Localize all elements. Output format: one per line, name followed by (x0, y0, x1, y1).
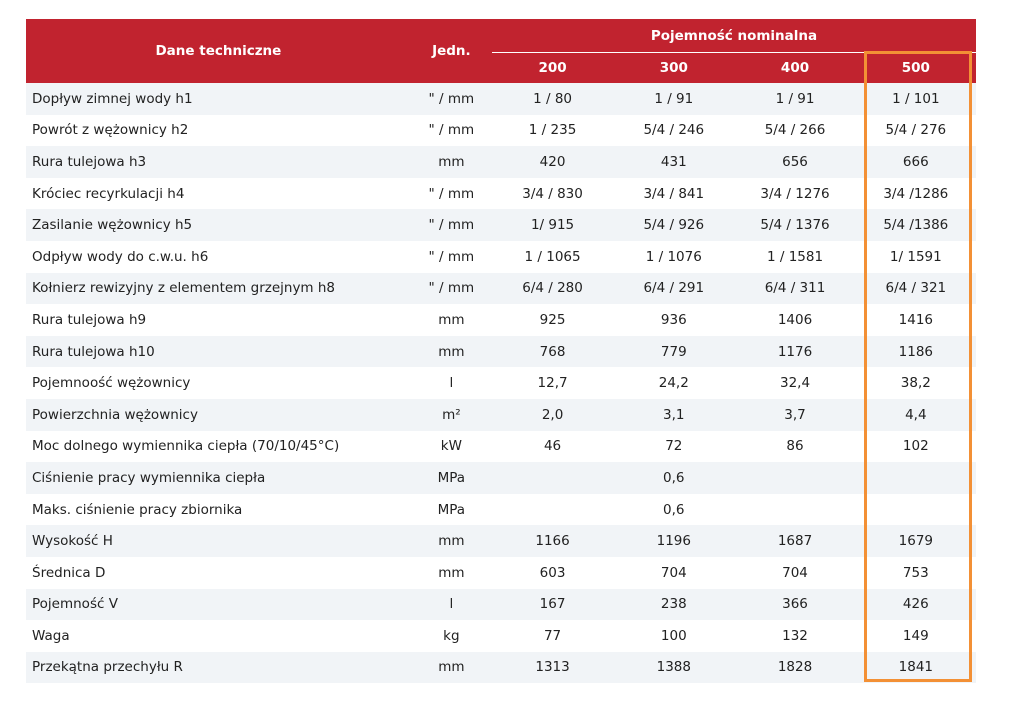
row-value-500: 38,2 (856, 367, 976, 399)
row-value-200: 46 (492, 431, 613, 463)
technical-data-table-wrapper (26, 19, 976, 683)
row-value-500: 102 (856, 431, 976, 463)
row-parameter-name: Powierzchnia wężownicy (26, 399, 411, 431)
row-unit: " / mm (411, 115, 492, 147)
header-capacity-400: 400 (734, 53, 855, 84)
header-capacity-300: 300 (613, 53, 734, 84)
row-value-300: 24,2 (613, 367, 734, 399)
row-unit: mm (411, 525, 492, 557)
row-unit: kg (411, 620, 492, 652)
row-unit: MPa (411, 462, 492, 494)
row-value-500: 1841 (856, 652, 976, 684)
row-value-200: 12,7 (492, 367, 613, 399)
table-row (26, 241, 976, 273)
row-value-400: 704 (734, 557, 855, 589)
table-row (26, 367, 976, 399)
row-value-200: 1 / 80 (492, 83, 613, 115)
row-parameter-name: Moc dolnego wymiennika ciepła (70/10/45°C) (26, 431, 411, 463)
row-value-400: 366 (734, 589, 855, 621)
row-value-400: 86 (734, 431, 855, 463)
row-value-300: 100 (613, 620, 734, 652)
table-row (26, 83, 976, 115)
row-value-300: 1 / 91 (613, 83, 734, 115)
row-value-500: 5/4 /1386 (856, 209, 976, 241)
row-parameter-name: Zasilanie wężownicy h5 (26, 209, 411, 241)
header-technical-data: Dane techniczne (26, 19, 411, 83)
row-value-400: 3,7 (734, 399, 855, 431)
row-unit: " / mm (411, 178, 492, 210)
row-value-300: 6/4 / 291 (613, 273, 734, 305)
row-value-300: 238 (613, 589, 734, 621)
row-value-400: 656 (734, 146, 855, 178)
row-value-200: 603 (492, 557, 613, 589)
row-value-200: 1 / 235 (492, 115, 613, 147)
row-value-200: 1 / 1065 (492, 241, 613, 273)
table-row (26, 494, 976, 526)
row-empty-cell (856, 494, 976, 526)
row-value-500: 6/4 / 321 (856, 273, 976, 305)
row-parameter-name: Pojemnoość wężownicy (26, 367, 411, 399)
row-value-400: 1 / 91 (734, 83, 855, 115)
row-unit: m² (411, 399, 492, 431)
row-value-400: 1176 (734, 336, 855, 368)
row-parameter-name: Wysokość H (26, 525, 411, 557)
row-value-200: 1/ 915 (492, 209, 613, 241)
row-value-500: 149 (856, 620, 976, 652)
row-value-200: 77 (492, 620, 613, 652)
row-unit: l (411, 367, 492, 399)
row-unit: " / mm (411, 83, 492, 115)
row-empty-cell (856, 462, 976, 494)
row-value-500: 4,4 (856, 399, 976, 431)
row-value-300: 779 (613, 336, 734, 368)
row-value-400: 1687 (734, 525, 855, 557)
row-unit: mm (411, 304, 492, 336)
header-unit: Jedn. (411, 19, 492, 83)
row-parameter-name: Dopływ zimnej wody h1 (26, 83, 411, 115)
row-parameter-name: Waga (26, 620, 411, 652)
row-value-300: 704 (613, 557, 734, 589)
table-row (26, 115, 976, 147)
row-unit: mm (411, 557, 492, 589)
table-row (26, 525, 976, 557)
row-value-400: 1828 (734, 652, 855, 684)
row-value-300: 72 (613, 431, 734, 463)
table-row (26, 209, 976, 241)
row-value-500: 1679 (856, 525, 976, 557)
row-value-400: 132 (734, 620, 855, 652)
row-value-500: 5/4 / 276 (856, 115, 976, 147)
row-value-500: 1186 (856, 336, 976, 368)
row-value-500: 666 (856, 146, 976, 178)
row-value-200: 420 (492, 146, 613, 178)
row-unit: mm (411, 146, 492, 178)
row-value-400: 6/4 / 311 (734, 273, 855, 305)
row-parameter-name: Rura tulejowa h3 (26, 146, 411, 178)
row-value-300: 936 (613, 304, 734, 336)
table-row (26, 431, 976, 463)
header-nominal-capacity: Pojemność nominalna (492, 19, 976, 53)
technical-data-table (26, 19, 976, 683)
table-row (26, 304, 976, 336)
row-unit: mm (411, 336, 492, 368)
table-row (26, 178, 976, 210)
table-row (26, 557, 976, 589)
row-value-500: 1/ 1591 (856, 241, 976, 273)
row-value-300: 1388 (613, 652, 734, 684)
table-row (26, 589, 976, 621)
row-unit: mm (411, 652, 492, 684)
row-unit: MPa (411, 494, 492, 526)
header-capacity-200: 200 (492, 53, 613, 84)
row-value-200: 768 (492, 336, 613, 368)
row-parameter-name: Pojemność V (26, 589, 411, 621)
row-value-400: 5/4 / 266 (734, 115, 855, 147)
row-value-300: 431 (613, 146, 734, 178)
row-value-300: 3,1 (613, 399, 734, 431)
row-value-300: 5/4 / 246 (613, 115, 734, 147)
table-row (26, 273, 976, 305)
row-value-400: 1406 (734, 304, 855, 336)
row-parameter-name: Maks. ciśnienie pracy zbiornika (26, 494, 411, 526)
row-parameter-name: Kołnierz rewizyjny z elementem grzejnym h8 (26, 273, 411, 305)
table-row (26, 336, 976, 368)
row-unit: " / mm (411, 209, 492, 241)
table-row (26, 620, 976, 652)
row-unit: " / mm (411, 241, 492, 273)
row-merged-value: 0,6 (492, 462, 856, 494)
row-value-500: 1 / 101 (856, 83, 976, 115)
row-value-200: 925 (492, 304, 613, 336)
row-unit: " / mm (411, 273, 492, 305)
row-value-200: 2,0 (492, 399, 613, 431)
row-value-200: 3/4 / 830 (492, 178, 613, 210)
row-merged-value: 0,6 (492, 494, 856, 526)
row-value-400: 32,4 (734, 367, 855, 399)
row-value-500: 426 (856, 589, 976, 621)
table-body (26, 83, 976, 683)
row-value-200: 1313 (492, 652, 613, 684)
header-capacity-500: 500 (856, 53, 976, 84)
row-parameter-name: Powrót z wężownicy h2 (26, 115, 411, 147)
row-value-400: 3/4 / 1276 (734, 178, 855, 210)
row-value-300: 5/4 / 926 (613, 209, 734, 241)
table-row (26, 399, 976, 431)
table-row (26, 146, 976, 178)
row-value-500: 753 (856, 557, 976, 589)
row-value-200: 1166 (492, 525, 613, 557)
table-row (26, 652, 976, 684)
table-row (26, 462, 976, 494)
table-header (26, 19, 976, 83)
row-parameter-name: Średnica D (26, 557, 411, 589)
row-value-500: 1416 (856, 304, 976, 336)
row-value-300: 3/4 / 841 (613, 178, 734, 210)
row-parameter-name: Rura tulejowa h10 (26, 336, 411, 368)
row-value-500: 3/4 /1286 (856, 178, 976, 210)
row-value-400: 1 / 1581 (734, 241, 855, 273)
row-value-400: 5/4 / 1376 (734, 209, 855, 241)
row-parameter-name: Króciec recyrkulacji h4 (26, 178, 411, 210)
row-value-200: 167 (492, 589, 613, 621)
row-parameter-name: Ciśnienie pracy wymiennika ciepła (26, 462, 411, 494)
row-parameter-name: Odpływ wody do c.w.u. h6 (26, 241, 411, 273)
row-unit: l (411, 589, 492, 621)
row-parameter-name: Przekątna przechyłu R (26, 652, 411, 684)
row-value-300: 1196 (613, 525, 734, 557)
row-unit: kW (411, 431, 492, 463)
row-value-300: 1 / 1076 (613, 241, 734, 273)
row-value-200: 6/4 / 280 (492, 273, 613, 305)
row-parameter-name: Rura tulejowa h9 (26, 304, 411, 336)
